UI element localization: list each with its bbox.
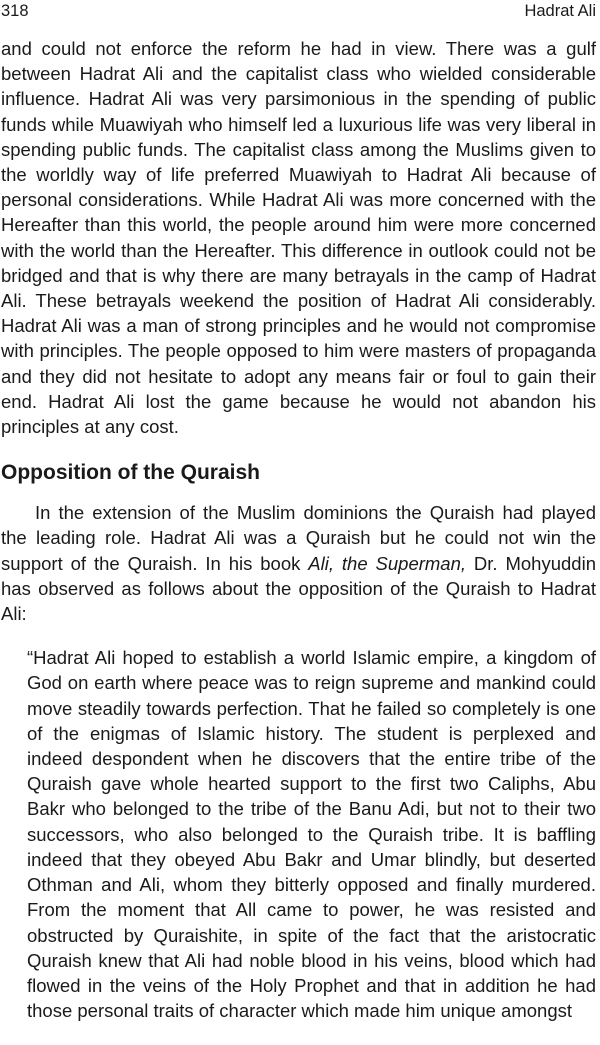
section-heading: Opposition of the Quraish: [1, 461, 260, 485]
paragraph-text: In the extension of the Muslim dominions the Quraish had played the leading role. Hadrat Ali was a Quraish but he could not win the support of the Quraish. In his book: [1, 502, 596, 574]
running-header: [1, 1, 596, 25]
running-title: Hadrat Ali: [524, 2, 596, 20]
book-title: Ali, the Superman,: [308, 552, 467, 574]
page-number: 318: [1, 2, 29, 20]
body-paragraph: [1, 500, 596, 626]
paragraph-text: Dr. Mohyuddin has observed as follows about the opposition of the Quraish to Hadrat Ali:: [1, 552, 596, 625]
body-paragraph: and could not enforce the reform he had in view. There was a gulf between Hadrat Ali and the capitalist class who wielded considerable influence. Hadrat Ali was very parsimonious in the spending of public funds while Muawiyah who himself led a luxurious life was very liberal in spending public funds. The capitalist class among the Muslims given to the worldly way of life preferred Muawiyah to Hadrat Ali because of personal considerations. While Hadrat Ali was more concerned with the Hereafter than this world, the people around him were more concerned with the world than the Hereafter. This difference in outlook could not be bridged and that is why there are many betrayals in the camp of Hadrat Ali. These betrayals weekend the position of Hadrat Ali considerably. Hadrat Ali was a man of strong principles and he would not compromise with principles. The people opposed to him were masters of propaganda and they did not hesitate to adopt any means fair or foul to gain their end. Hadrat Ali lost the game because he would not abandon his principles at any cost.: [1, 38, 596, 438]
block-quote: “Hadrat Ali hoped to establish a world Islamic empire, a kingdom of God on earth where peace was to reign supreme and mankind could move steadily towards perfection. That he failed so completely is one of the enigmas of Islamic history. The student is perplexed and indeed despondent when he discovers that the entire tribe of the Quraish gave whole hearted support to the first two Caliphs, Abu Bakr who belonged to the tribe of the Banu Adi, but not to their two successors, who also belonged to the Quraish tribe. It is baffling indeed that they obeyed Abu Bakr and Umar blindly, but deserted Othman and Ali, whom they bitterly opposed and finally murdered. From the moment that All came to power, he was resisted and obstructed by Quraishite, in spite of the fact that the aristocratic Quraish knew that Ali had noble blood in his veins, blood which had flowed in the veins of the Holy Prophet and that in addition he had those personal traits of character which made him unique amongst: [27, 647, 596, 1022]
